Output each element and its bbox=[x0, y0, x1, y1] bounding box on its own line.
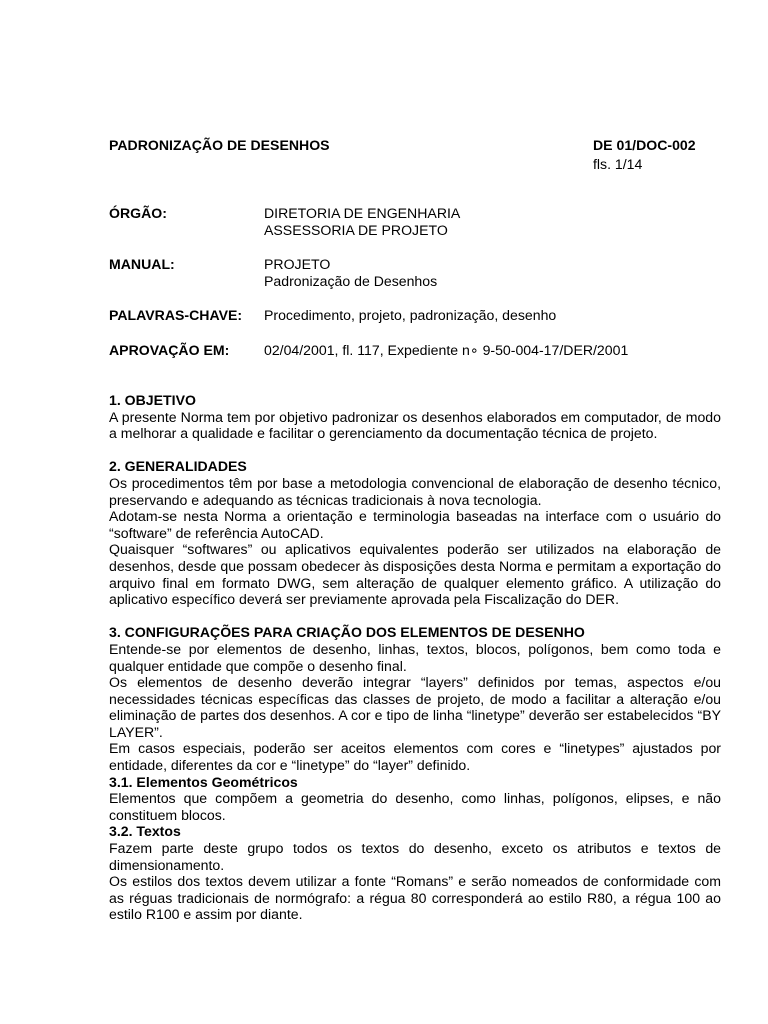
section-3-heading: 3. CONFIGURAÇÕES PARA CRIAÇÃO DOS ELEMENTOS DE DESENHO bbox=[109, 624, 585, 641]
document-code: DE 01/DOC-002 bbox=[593, 137, 696, 153]
section-1-heading: 1. OBJETIVO bbox=[109, 392, 196, 408]
section-1-paragraph: A presente Norma tem por objetivo padronizar os desenhos elaborados em computador, de modo a melhorar a qualidade e facilitar o gerenciamento da documentação técnica de projeto. bbox=[109, 408, 721, 442]
section-3-2-heading: 3.2. Textos bbox=[109, 823, 181, 840]
manual-value bbox=[264, 256, 437, 289]
section-2-heading: 2. GENERALIDADES bbox=[109, 458, 247, 475]
keywords-label: PALAVRAS-CHAVE: bbox=[109, 307, 243, 323]
orgao-line-2: ASSESSORIA DE PROJETO bbox=[264, 221, 448, 238]
keywords-value: Procedimento, projeto, padronização, desenho bbox=[264, 307, 557, 323]
section-3-paragraph-1: Entende-se por elementos de desenho, linhas, textos, blocos, polígonos, bem como toda e qualquer entidade que compõe o desenho final. bbox=[109, 640, 721, 674]
orgao-line-1: DIRETORIA DE ENGENHARIA bbox=[264, 205, 461, 221]
manual-line-1: PROJETO bbox=[264, 256, 331, 272]
section-3-1-heading: 3.1. Elementos Geométricos bbox=[109, 773, 298, 790]
section-3-paragraph-3: Em casos especiais, poderão ser aceitos elementos com cores e “linetypes” ajustados por entidade, diferentes da cor e “linetype” do “layer” definido. bbox=[109, 740, 721, 774]
orgao-label: ÓRGÃO: bbox=[109, 205, 167, 221]
document-header bbox=[109, 137, 721, 173]
section-2-paragraph-1: Os procedimentos têm por base a metodologia convencional de elaboração de desenho técnico, preservando e adequando as técnicas tradicionais à nova tecnologia. bbox=[109, 474, 721, 508]
section-3-2-paragraph-1: Fazem parte deste grupo todos os textos do desenho, exceto os atributos e textos de dimensionamento. bbox=[109, 840, 721, 873]
sheet-number: fls. 1/14 bbox=[593, 156, 643, 172]
document-body bbox=[109, 392, 721, 923]
section-3-paragraph-2: Os elementos de desenho deverão integrar “layers” definidos por temas, aspectos e/ou necessidades técnicas específicas das classes de projeto, de modo a facilitar a alteração e/ou eliminação de partes dos desenhos. A cor e tipo de linha “linetype” deverão ser estabelecidos “BY LAYER”. bbox=[109, 674, 721, 740]
section-3-2-paragraph-2: Os estilos dos textos devem utilizar a fonte “Romans” e serão nomeados de conformidade com as réguas tradicionais de normógrafo: a régua 80 corresponderá ao estilo R80, a régua 100 ao estilo R100 e assim por diante. bbox=[109, 873, 721, 923]
manual-line-2: Padronização de Desenhos bbox=[264, 272, 438, 289]
approval-value: 02/04/2001, fl. 117, Expediente n∘ 9-50-004-17/DER/2001 bbox=[264, 342, 629, 358]
section-2-paragraph-2: Adotam-se nesta Norma a orientação e terminologia baseadas na interface com o usuário do “software” de referência AutoCAD. bbox=[109, 508, 721, 541]
section-2-paragraph-3: Quaisquer “softwares” ou aplicativos equivalentes poderão ser utilizados na elaboração de desenhos, desde que possam obedecer às disposições desta Norma e permitam a exportação do arquivo final em formato DWG, sem alteração de qualquer elemento gráfico. A utilização do aplicativo específico deverá ser previamente aprovada pela Fiscalização do DER. bbox=[109, 541, 721, 608]
document-title: PADRONIZAÇÃO DE DESENHOS bbox=[109, 137, 330, 153]
manual-label: MANUAL: bbox=[109, 256, 175, 272]
approval-label: APROVAÇÃO EM: bbox=[109, 342, 230, 358]
section-3-1-paragraph: Elementos que compõem a geometria do desenho, como linhas, polígonos, elipses, e não constituem blocos. bbox=[109, 790, 721, 823]
orgao-value bbox=[264, 205, 460, 238]
